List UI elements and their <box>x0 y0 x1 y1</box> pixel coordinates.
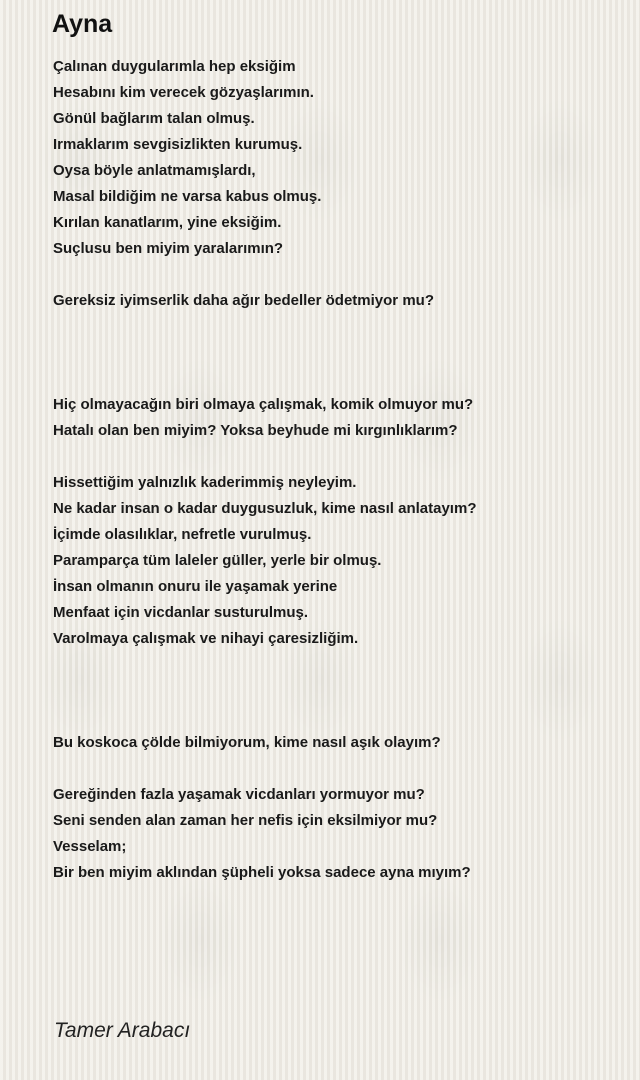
stanza-1 <box>53 54 613 262</box>
poem-line: Çalınan duygularımla hep eksiğim <box>53 58 296 75</box>
poem-line: Oysa böyle anlatmamışlardı, <box>53 162 256 179</box>
poem-line: İnsan olmanın onuru ile yaşamak yerine <box>53 578 338 595</box>
poem-body <box>53 54 613 886</box>
poem-line: Masal bildiğim ne varsa kabus olmuş. <box>53 188 322 205</box>
poem-line: Bu koskoca çölde bilmiyorum, kime nasıl aşık olayım? <box>53 734 441 751</box>
poem-author: Tamer Arabacı <box>54 1019 191 1042</box>
poem-line: Irmaklarım sevgisizlikten kurumuş. <box>53 136 303 153</box>
poem-line: Suçlusu ben miyim yaralarımın? <box>53 240 284 257</box>
poem-line: Gereksiz iyimserlik daha ağır bedeller ödetmiyor mu? <box>53 292 434 309</box>
poem-line: Gereğinden fazla yaşamak vicdanları yormuyor mu? <box>53 786 425 803</box>
poem-line: Ne kadar insan o kadar duygusuzluk, kime nasıl anlatayım? <box>53 500 477 517</box>
stanza-break <box>53 314 613 392</box>
poem-title: Ayna <box>52 10 113 38</box>
poem-line: Gönül bağlarım talan olmuş. <box>53 110 255 127</box>
stanza-break <box>53 652 613 730</box>
poem-line: Hissettiğim yalnızlık kaderimmiş neyleyim. <box>53 474 357 491</box>
poem-line: Menfaat için vicdanlar susturulmuş. <box>53 604 309 621</box>
stanza-3 <box>53 392 613 444</box>
stanza-break <box>53 444 613 470</box>
poem-line: İçimde olasılıklar, nefretle vurulmuş. <box>53 526 312 543</box>
poem-line: Paramparça tüm laleler güller, yerle bir olmuş. <box>53 552 382 569</box>
poem-line: Varolmaya çalışmak ve nihayi çaresizliğim. <box>53 630 359 647</box>
stanza-4 <box>53 470 613 652</box>
poem-line: Hiç olmayacağın biri olmaya çalışmak, komik olmuyor mu? <box>53 396 474 413</box>
stanza-2 <box>53 288 613 314</box>
poem-line: Seni senden alan zaman her nefis için eksilmiyor mu? <box>53 812 438 829</box>
stanza-break <box>53 756 613 782</box>
stanza-break <box>53 262 613 288</box>
poem-line: Kırılan kanatlarım, yine eksiğim. <box>53 214 282 231</box>
stanza-6 <box>53 782 613 886</box>
poem-line: Hatalı olan ben miyim? Yoksa beyhude mi kırgınlıklarım? <box>53 422 458 439</box>
poem-line: Hesabını kim verecek gözyaşlarımın. <box>53 84 314 101</box>
poem-line: Vesselam; <box>53 838 127 855</box>
stanza-5 <box>53 730 613 756</box>
poem-line: Bir ben miyim aklından şüpheli yoksa sadece ayna mıyım? <box>53 864 471 881</box>
